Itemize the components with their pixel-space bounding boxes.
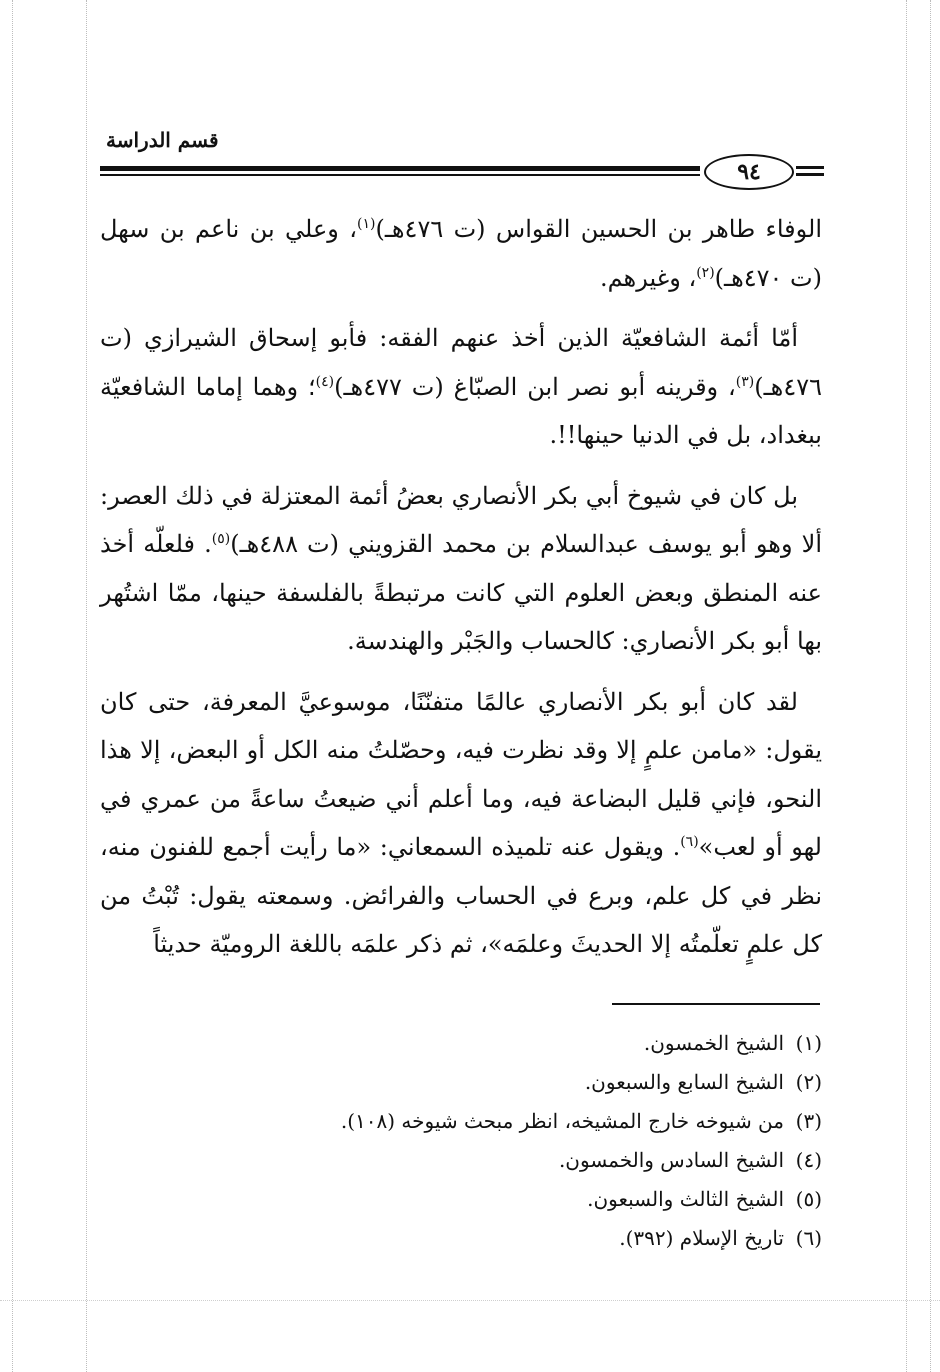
scan-guide-line bbox=[86, 0, 87, 1372]
footnote-item bbox=[100, 1219, 822, 1258]
header-rule-thin bbox=[100, 174, 700, 176]
page-number-text: ٩٤ bbox=[737, 159, 761, 185]
text-run: . فلعلّه أخذ عنه المنطق وبعض العلوم التي كانت مرتبطةً بالفلسفة حينها، ممّا اشتُهر بها أبو بكر الأنصاري: كالحساب والجَبْر والهندسة. bbox=[100, 530, 822, 655]
text-run: . ويقول عنه تلميذه السمعاني: «ما رأيت أجمع للفنون منه، نظر في كل علم، وبرع في الحساب والفرائض. وسمعته يقول: تُبْتُ من كل علمٍ تعلّمتُه إلا الحديثَ وعلمَه»، ثم ذكر علمَه باللغة الروميّة حديثاً bbox=[100, 833, 822, 958]
section-title: قسم الدراسة bbox=[106, 128, 219, 152]
footnote-text: الشيخ الثالث والسبعون. bbox=[587, 1187, 784, 1211]
paragraph bbox=[100, 205, 822, 302]
text-run: ، وقرينه أبو نصر ابن الصبّاغ (ت ٤٧٧هـ) bbox=[334, 372, 736, 401]
scan-guide-line bbox=[906, 0, 907, 1372]
text-run: أمّا أئمة الشافعيّة الذين أخذ عنهم الفقه: فأبو إسحاق الشيرازي (ت ٤٧٦هـ) bbox=[100, 324, 822, 401]
footnote-ref[interactable]: (٣) bbox=[735, 373, 755, 390]
text-run: ؛ وهما إماما الشافعيّة ببغداد، بل في الدنيا حينها!!. bbox=[100, 372, 822, 449]
text-run: ، وغيرهم. bbox=[599, 263, 697, 292]
footnote-ref[interactable]: (٢) bbox=[696, 264, 715, 281]
footnote-number: (٦) bbox=[795, 1226, 822, 1250]
main-text bbox=[100, 205, 822, 981]
footnote-text: من شيوخه خارج المشيخه، انظر مبحث شيوخه (١٠٨). bbox=[340, 1109, 784, 1133]
text-run: لقد كان أبو بكر الأنصاري عالمًا متفنّنًا، موسوعيَّ المعرفة، حتى كان يقول: «مامن علمٍ إلا وقد نظرت فيه، وحصّلتُ منه الكل أو البعض، إلا هذا النحو، فإني قليل البضاعة فيه، وما أعلم أني ضيعتُ ساعةً من عمري في لهو أو لعب» bbox=[100, 687, 822, 861]
header-rule-right bbox=[796, 173, 824, 176]
footnote-number: (١) bbox=[795, 1031, 822, 1055]
footnote-item bbox=[100, 1180, 822, 1219]
scan-guide-line bbox=[930, 0, 931, 1372]
footnote-item bbox=[100, 1102, 822, 1141]
text-run: بل كان في شيوخ أبي بكر الأنصاري بعضُ أئمة المعتزلة في ذلك العصر: ألا وهو أبو يوسف عبدالسلام بن محمد القزويني (ت ٤٨٨هـ) bbox=[100, 481, 822, 558]
footnote-text: الشيخ الخمسون. bbox=[643, 1031, 784, 1055]
footnote-text: الشيخ السابع والسبعون. bbox=[584, 1070, 784, 1094]
text-run: الوفاء طاهر بن الحسين القواس (ت ٤٧٦هـ) bbox=[375, 215, 823, 243]
footnote-text: الشيخ السادس والخمسون. bbox=[558, 1148, 784, 1172]
scan-guide-line bbox=[12, 0, 13, 1372]
footnote-ref[interactable]: (٥) bbox=[211, 531, 231, 547]
footnote-number: (٢) bbox=[795, 1070, 822, 1094]
footnote-separator bbox=[612, 1003, 820, 1005]
footnote-number: (٥) bbox=[795, 1187, 822, 1211]
page-number bbox=[704, 154, 794, 190]
footnote-number: (٣) bbox=[795, 1109, 822, 1133]
paragraph bbox=[100, 678, 822, 969]
footnotes bbox=[100, 1024, 822, 1258]
page-header bbox=[100, 120, 824, 200]
scan-guide-line bbox=[0, 1300, 940, 1301]
footnote-ref[interactable]: (١) bbox=[357, 216, 376, 232]
footnote-item bbox=[100, 1063, 822, 1102]
footnote-ref[interactable]: (٤) bbox=[315, 373, 335, 390]
footnote-number: (٤) bbox=[795, 1148, 822, 1172]
paragraph bbox=[100, 314, 822, 460]
text-run: ، وعلي بن ناعم بن سهل (ت ٤٧٠هـ) bbox=[100, 215, 822, 292]
header-rule-thick bbox=[100, 166, 700, 171]
footnote-text: تاريخ الإسلام (٣٩٢). bbox=[619, 1226, 784, 1250]
header-rule-right bbox=[796, 166, 824, 169]
footnote-item bbox=[100, 1024, 822, 1063]
footnote-item bbox=[100, 1141, 822, 1180]
paragraph bbox=[100, 472, 822, 666]
footnote-ref[interactable]: (٦) bbox=[680, 834, 699, 850]
